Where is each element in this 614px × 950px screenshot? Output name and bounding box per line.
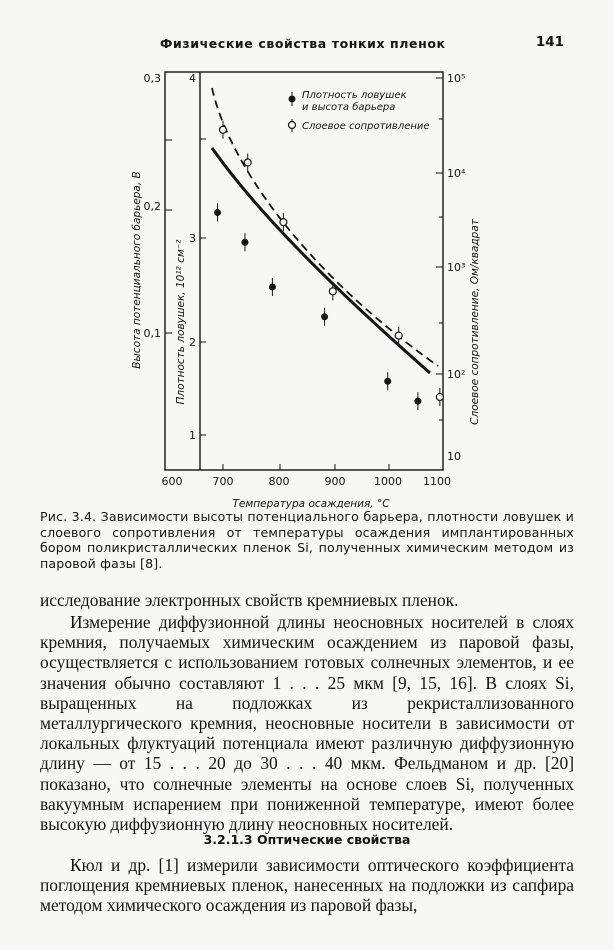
- legend-filled-marker: [289, 96, 296, 103]
- figure-caption: Рис. 3.4. Зависимости высоты потенциального барьера, плотности ловушек и слоевого сопротивления от температуры осаждения имплантированных бором поликристаллических пленок Si, полученных химическим методом из паровой фазы [8].: [40, 509, 574, 571]
- legend-label: Слоевое сопротивление: [302, 121, 430, 132]
- barrier-tick-label: 0,2: [143, 200, 161, 213]
- traps-axis: [175, 72, 206, 442]
- traps-data-point: [269, 283, 276, 290]
- traps-data-point: [414, 398, 421, 405]
- sheet-data-point: [280, 219, 287, 226]
- sheet-tick-label: 10⁴: [447, 167, 466, 180]
- legend-label: и высота барьера: [302, 102, 396, 113]
- barrier-axis: [131, 72, 172, 369]
- x-tick-label: 800: [268, 475, 290, 488]
- legend-open-marker: [289, 122, 296, 129]
- section-heading: 3.2.1.3 Оптические свойства: [203, 832, 411, 847]
- sheet-data-point: [395, 332, 402, 339]
- x-tick-label: 600: [161, 475, 183, 488]
- page-number: 141: [535, 34, 564, 50]
- body-paragraph: Измерение диффузионной длины неосновных носителей в слоях кремния, получаемых химическим осаждением из паровой фазы, осуществляется с использованием готовых солнечных элементов, и ее значения обычно составляют 1 . . . 25 мкм [9, 15, 16]. В слоях Si, выращенных на подложках из рекристаллизованного металлургического кремния, неосновные носители в зависимости от локальных флуктуаций потенциала имеют различную диффузионную длину — от 15 . . . 20 до 30 . . . 40 мкм. Фельдманом и др. [20] показано, что солнечные элементы на основе слоев Si, полученных вакуумным испарением при пониженной температуре, имеют более высокую диффузионную длину неосновных носителей.: [40, 612, 574, 835]
- traps-data-point: [241, 239, 248, 246]
- traps-data-point: [321, 313, 328, 320]
- x-ticks: [223, 464, 389, 470]
- sheet-tick-label: 10⁵: [447, 72, 466, 85]
- traps-tick-label: 4: [189, 72, 196, 85]
- figure-chart: [0, 60, 614, 510]
- traps-data-point: [214, 209, 221, 216]
- traps-tick-label: 3: [189, 232, 196, 245]
- barrier-tick-label: 0,3: [143, 72, 161, 85]
- x-tick-label: 900: [324, 475, 346, 488]
- legend-label: Плотность ловушек: [302, 90, 407, 101]
- traps-tick-label: 1: [189, 429, 196, 442]
- barrier-axis-label: Высота потенциального барьера, В: [131, 171, 143, 369]
- body-paragraph: исследование электронных свойств кремниевых пленок.: [40, 590, 459, 610]
- sheet-data-point: [220, 126, 227, 133]
- data-points: [214, 121, 443, 410]
- legend: [289, 90, 430, 132]
- traps-tick-label: 2: [189, 336, 196, 349]
- traps-data-point: [384, 378, 391, 385]
- barrier-tick-label: 0,1: [143, 327, 161, 340]
- body-paragraph: Кюл и др. [1] измерили зависимости оптического коэффициента поглощения кремниевых пленок, нанесенных на подложки из сапфира методом химического осаждения из паровой фазы,: [40, 855, 574, 916]
- sheet-axis-label: Слоевое сопротивление, Ом/квадрат: [469, 219, 481, 425]
- sheet-tick-label: 10³: [447, 261, 466, 274]
- traps-axis-label: Плотность ловушек, 10¹² см⁻²: [175, 239, 187, 405]
- running-title: Физические свойства тонких пленок: [160, 36, 446, 51]
- x-tick-label: 1100: [423, 475, 451, 488]
- running-header: [0, 34, 614, 54]
- sheet-tick-label: 10²: [447, 368, 466, 381]
- x-tick-labels: [162, 475, 452, 488]
- sheet-data-point: [244, 159, 251, 166]
- x-tick-label: 700: [212, 475, 234, 488]
- x-axis-label: Температура осаждения, °С: [232, 498, 390, 510]
- x-tick-label: 1000: [374, 475, 402, 488]
- sheet-data-point: [436, 393, 443, 400]
- sheet-tick-label: 10: [447, 450, 461, 463]
- sheet-data-point: [329, 288, 336, 295]
